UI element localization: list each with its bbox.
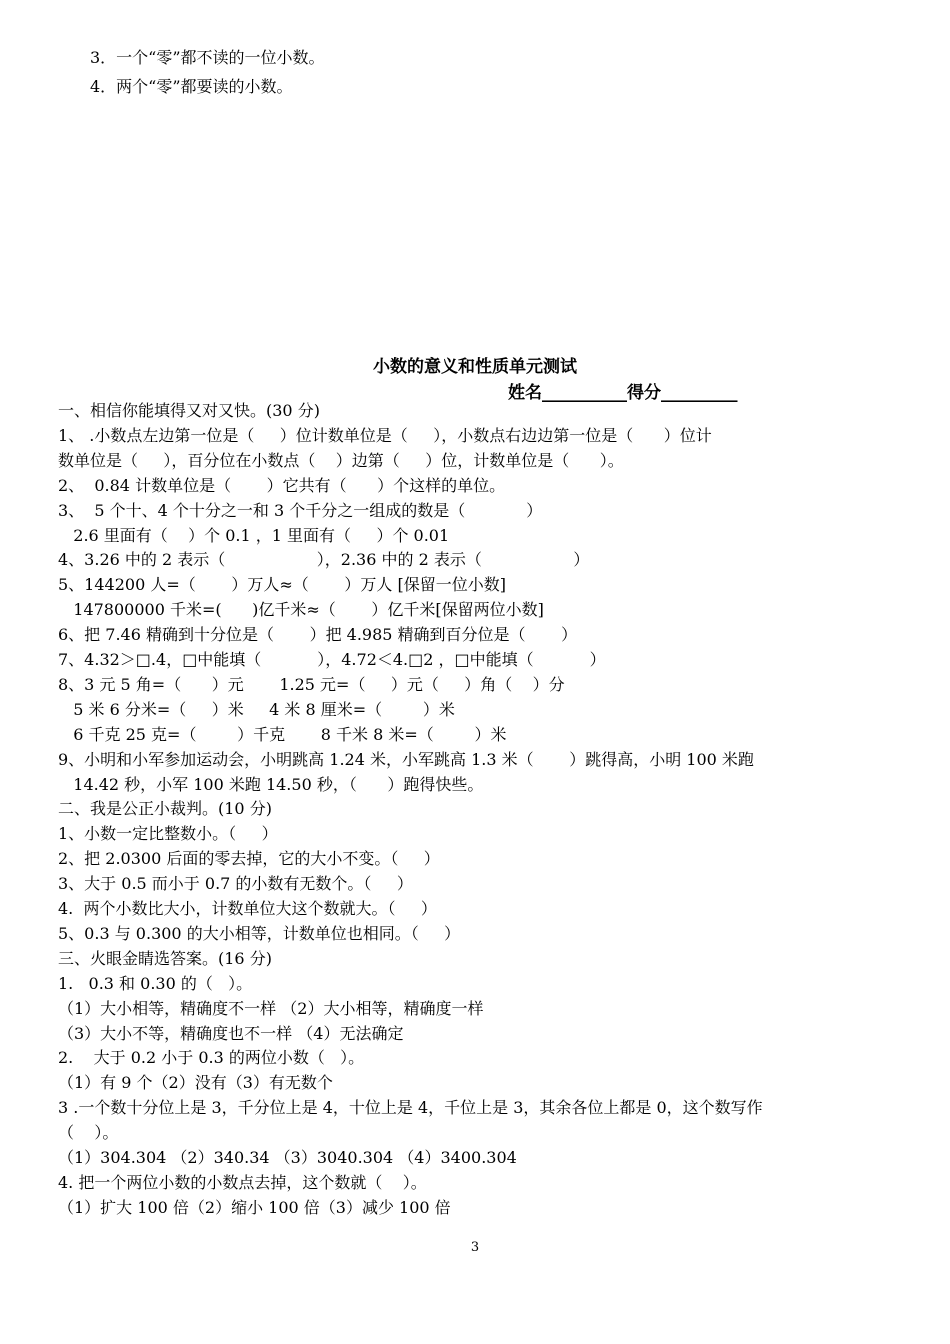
- test-line: 5、0.3 与 0.300 的大小相等，计数单位也相同。（ ）: [58, 923, 461, 943]
- test-line: 三、火眼金睛选答案。(16 分): [58, 948, 272, 968]
- top-item-3: 3．一个“零”都不读的一位小数。: [90, 48, 325, 67]
- test-line: 14.42 秒，小军 100 米跑 14.50 秒，（ ）跑得快些。: [58, 774, 484, 794]
- test-line: （3）大小不等，精确度也不一样 （4）无法确定: [58, 1023, 404, 1043]
- test-line: 4. 两个小数比大小，计数单位大这个数就大。（ ）: [58, 899, 437, 918]
- test-line: （1）大小相等，精确度不一样 （2）大小相等，精确度一样: [58, 998, 484, 1018]
- test-line: 4. 把一个两位小数的小数点去掉，这个数就（ ）。: [58, 1172, 427, 1192]
- test-line: （ ）。: [58, 1123, 119, 1143]
- test-line: 3 .一个数十分位上是 3，千分位上是 4，十位上是 4，千位上是 3，其余各位上都是 0，这个数写作: [58, 1098, 763, 1118]
- page-title: 小数的意义和性质单元测试: [373, 357, 577, 377]
- test-line: 1. 0.3 和 0.30 的（ ）。: [58, 973, 253, 993]
- test-line: 2、把 2.0300 后面的零去掉，它的大小不变。（ ）: [58, 849, 440, 869]
- test-line: （1）有 9 个（2）没有（3）有无数个: [58, 1073, 333, 1093]
- name-score-line: 姓名__________得分_________: [508, 383, 738, 403]
- test-line: 4、3.26 中的 2 表示（ ），2.36 中的 2 表示（ ）: [58, 550, 590, 570]
- test-line: 3、大于 0.5 而小于 0.7 的小数有无数个。（ ）: [58, 874, 413, 894]
- test-line: 6、把 7.46 精确到十分位是（ ）把 4.985 精确到百分位是（ ）: [58, 625, 578, 645]
- test-line: 3、 5 个十、4 个十分之一和 3 个千分之一组成的数是（ ）: [58, 500, 543, 520]
- test-line: 2、 0.84 计数单位是（ ）它共有（ ）个这样的单位。: [58, 475, 506, 495]
- test-line: 147800000 千米=( )亿千米≈（ ）亿千米[保留两位小数]: [58, 600, 544, 620]
- page-number: 3: [470, 1240, 480, 1255]
- test-line: 6 千克 25 克=（ ）千克 8 千米 8 米=（ ）米: [58, 724, 507, 744]
- test-line: 5 米 6 分米=（ ）米 4 米 8 厘米=（ ）米: [58, 699, 455, 719]
- test-line: 2. 大于 0.2 小于 0.3 的两位小数（ ）。: [58, 1048, 365, 1068]
- test-line: 一、相信你能填得又对又快。(30 分): [58, 401, 320, 420]
- test-line: 1、 .小数点左边第一位是（ ）位计数单位是（ ），小数点右边边第一位是（ ）位计: [58, 425, 712, 445]
- test-line: 7、4.32＞□.4，□中能填（ ），4.72＜4.□2 ，□中能填（ ）: [58, 650, 606, 669]
- test-line: 二、我是公正小裁判。(10 分): [58, 799, 272, 819]
- test-line: （1）扩大 100 倍（2）缩小 100 倍（3）减少 100 倍: [58, 1197, 451, 1217]
- test-line: （1）304.304 （2）340.34 （3）3040.304 （4）3400.304: [58, 1148, 517, 1167]
- test-line: 数单位是（ ），百分位在小数点（ ）边第（ ）位，计数单位是（ ）。: [58, 450, 624, 470]
- test-line: 5、144200 人=（ ）万人≈（ ）万人 [保留一位小数]: [58, 575, 506, 595]
- test-line: 2.6 里面有（ ）个 0.1 ，1 里面有（ ）个 0.01: [58, 525, 450, 545]
- top-item-4: 4．两个“零”都要读的小数。: [90, 77, 293, 96]
- test-line: 1、小数一定比整数小。（ ）: [58, 824, 278, 844]
- test-line: 9、小明和小军参加运动会，小明跳高 1.24 米，小军跳高 1.3 米（ ）跳得高，小明 100 米跑: [58, 749, 754, 769]
- test-line: 8、3 元 5 角=（ ）元 1.25 元=（ ）元（ ）角（ ）分: [58, 674, 565, 694]
